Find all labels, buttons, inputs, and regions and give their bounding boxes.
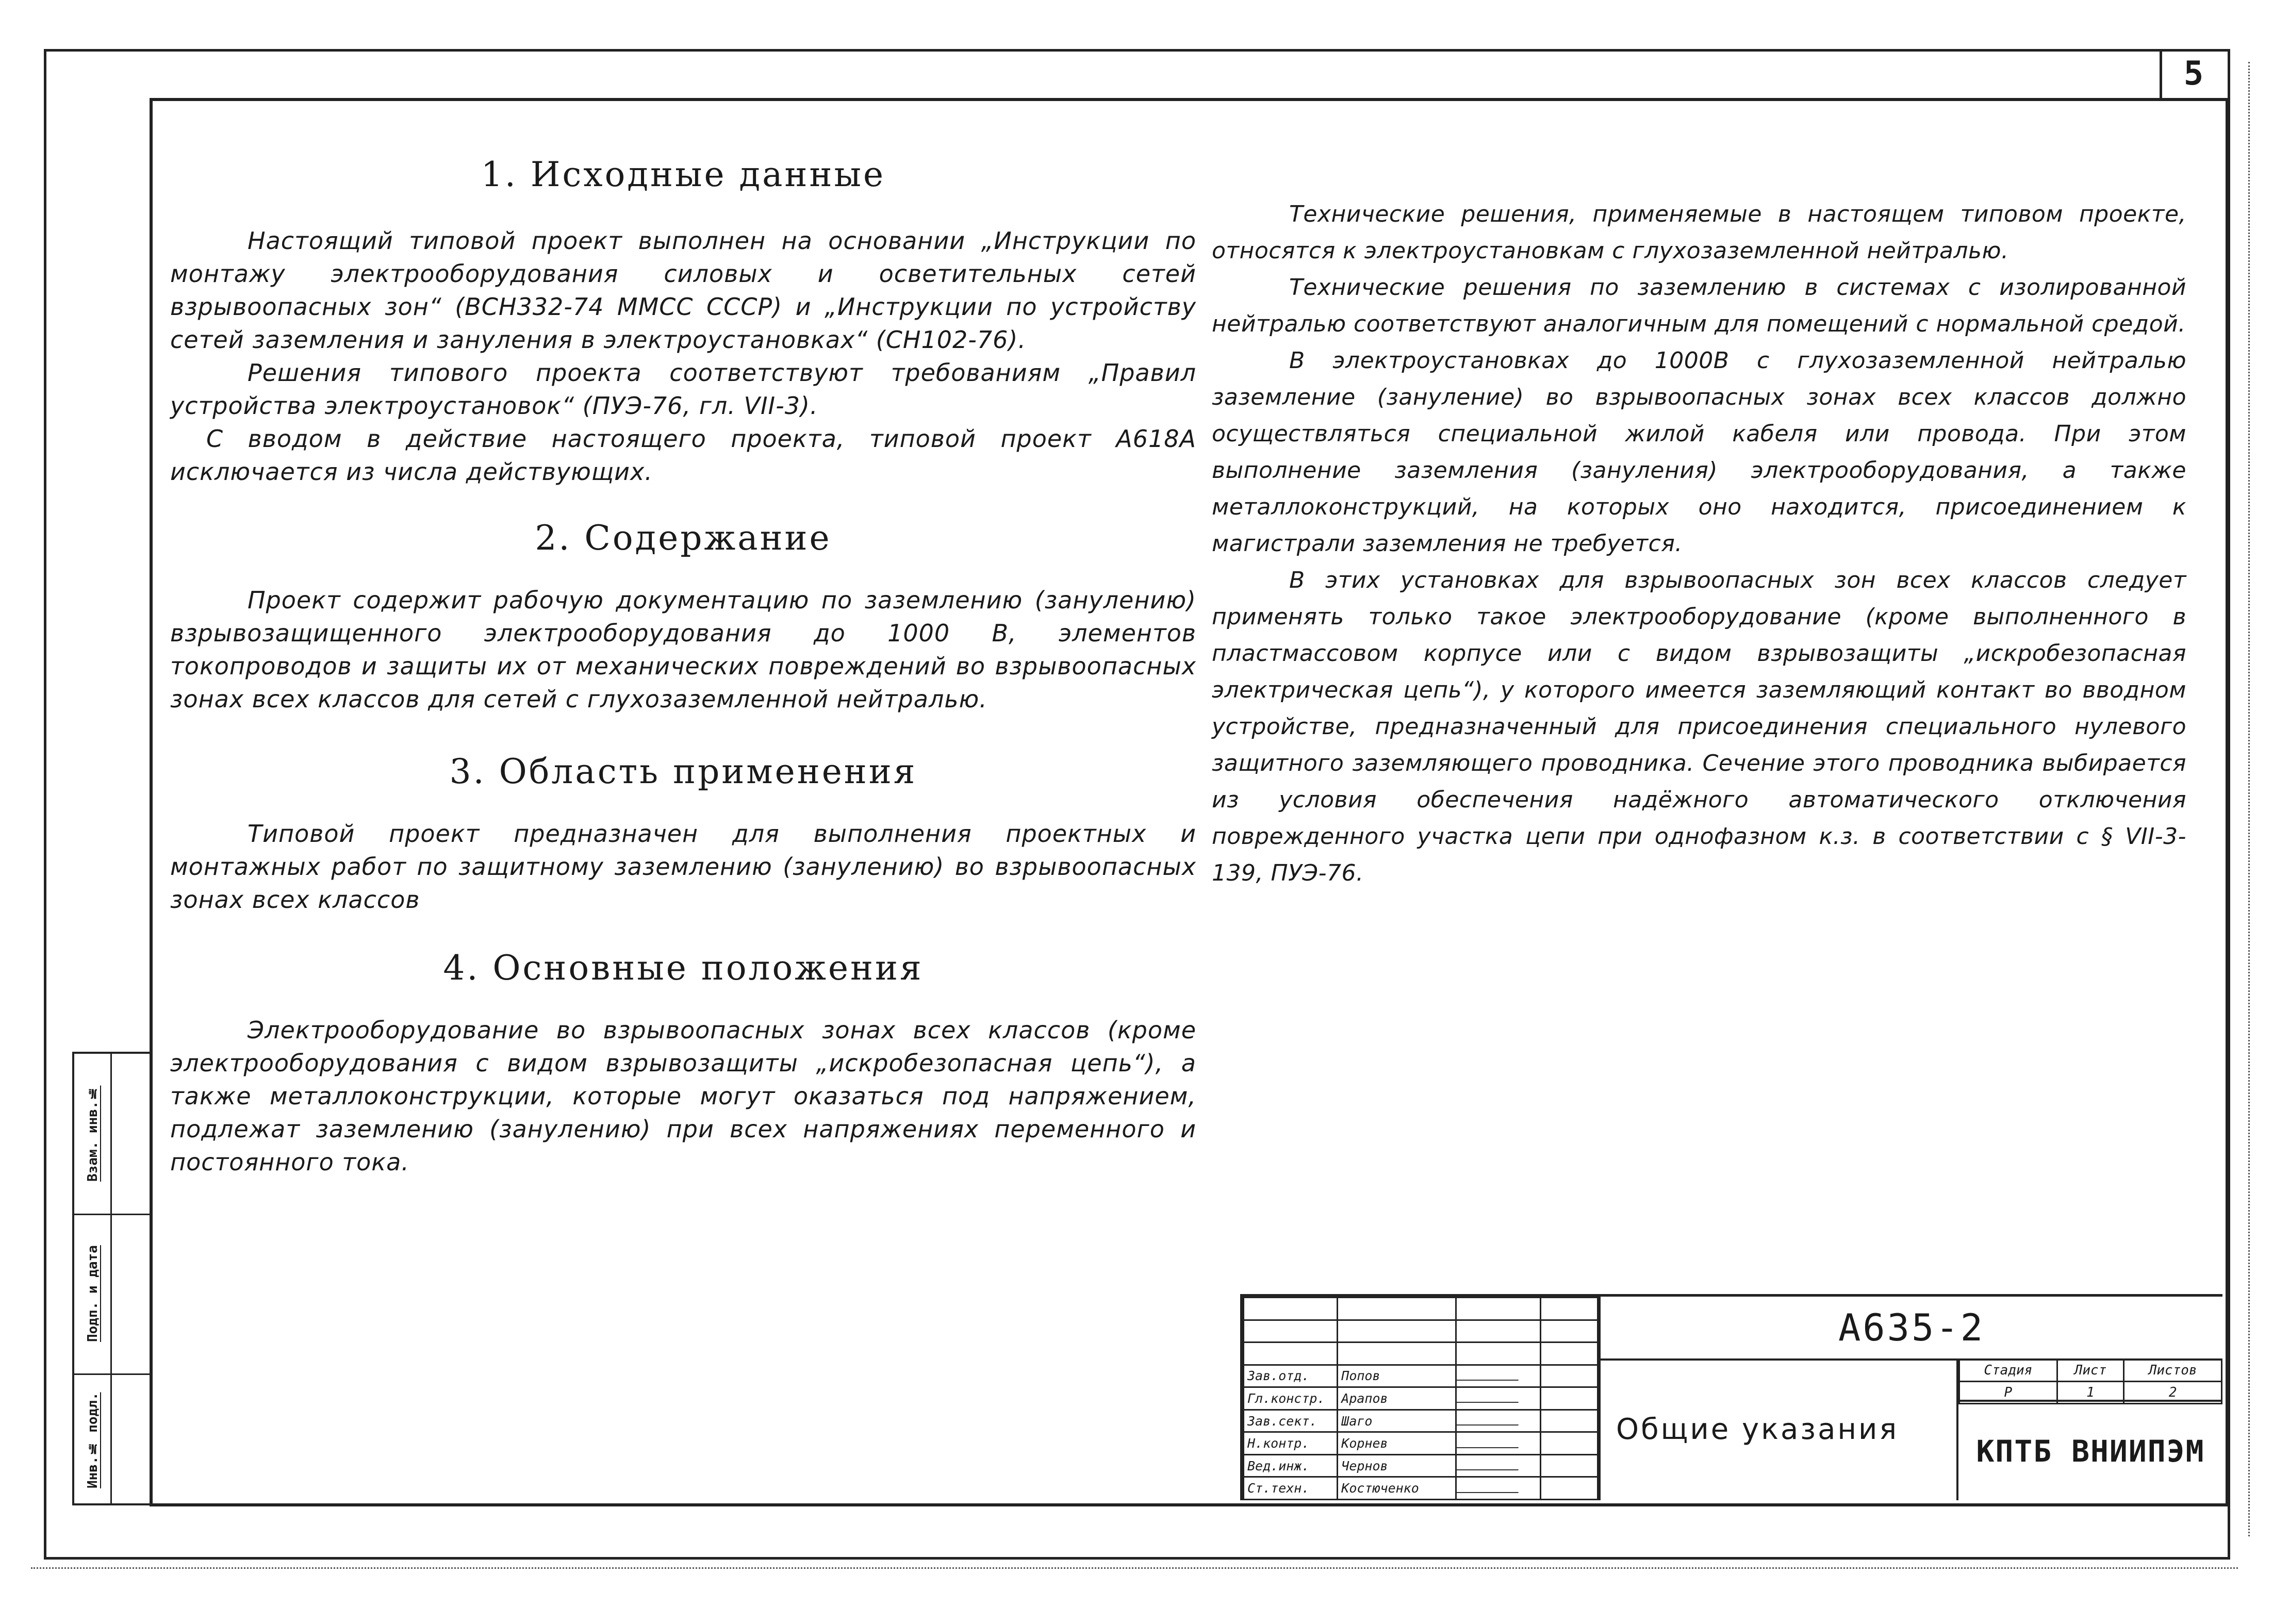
document-name: Общие указания (1616, 1413, 1899, 1446)
para-source-1: Настоящий типовой проект выполнен на основании „Инструкции по монтажу электрооборудования силовых и осветительных сетей взрывоопасных зон“ (ВСН332-74 ММСС СССР) и „Инструкции по устройству сетей заземления и зануления в электроустановках“ (СН102-76). (170, 227, 1196, 354)
signature-name: Костюченко (1338, 1477, 1456, 1500)
signature-role: Зав.сект. (1244, 1410, 1338, 1432)
sheet-value: 1 (2057, 1382, 2124, 1404)
signature-mark (1456, 1365, 1541, 1387)
para-main-provisions: Электрооборудование во взрывоопасных зонах всех классов (кроме электрооборудования с видом взрывозащиты „искробезопасная цепь“), а также металлоконструкции, которые могут оказаться под напряжением, подлежат заземлению (занулению) при всех напряжениях переменного и постоянного тока. (170, 1016, 1196, 1176)
signature-mark (1456, 1432, 1541, 1455)
para-technical-2: Технические решения по заземлению в системах с изолированной нейтралью соответствуют аналогичным для помещений с нормальной средой. (1212, 274, 2186, 337)
signature-name: Попов (1338, 1365, 1456, 1387)
signature-row (1244, 1410, 1598, 1432)
signature-row (1244, 1477, 1598, 1500)
title-block-right (1599, 1297, 2222, 1500)
left-margin-stamp (72, 1052, 150, 1505)
heading-source-data: 1. Исходные данные (481, 155, 886, 194)
para-technical-1: Технические решения, применяемые в настоящем типовом проекте, относятся к электроустановкам с глухозаземленной нейтралью. (1212, 201, 2186, 264)
signature-role: Вед.инж. (1244, 1454, 1338, 1477)
heading-contents: 2. Содержание (535, 518, 832, 558)
title-block (1240, 1294, 2222, 1500)
right-column (1212, 196, 2186, 891)
signature-role: Н.контр. (1244, 1432, 1338, 1455)
para-source-3: С вводом в действие настоящего проекта, типовой проект А618А исключается из числа действующих. (170, 425, 1196, 486)
scan-edge-bottom (31, 1567, 2238, 1569)
scan-edge-right (2248, 62, 2250, 1536)
stage-header: Стадия (1959, 1360, 2057, 1382)
stage-table (1956, 1358, 2222, 1400)
signature-name: Чернов (1338, 1454, 1456, 1477)
para-scope: Типовой проект предназначен для выполнения проектных и монтажных работ по защитному заземлению (занулению) во взрывоопасных зонах всех классов (170, 820, 1196, 914)
sheet-header: Лист (2057, 1360, 2124, 1382)
document-code: А635-2 (1601, 1297, 2222, 1361)
signature-mark (1456, 1410, 1541, 1432)
heading-scope: 3. Область применения (449, 752, 917, 791)
signature-role: Зав.отд. (1244, 1365, 1338, 1387)
signature-table (1243, 1297, 1599, 1500)
signature-name: Корнев (1338, 1432, 1456, 1455)
signature-name: Шаго (1338, 1410, 1456, 1432)
sheets-header: Листов (2124, 1360, 2222, 1382)
para-source-2: Решения типового проекта соответствуют требованиям „Правил устройства электроустановок“ (ПУЭ-76, гл. VII-3). (170, 359, 1196, 420)
signature-role: Гл.констр. (1244, 1387, 1338, 1410)
signature-row (1244, 1365, 1598, 1387)
signature-name: Арапов (1338, 1387, 1456, 1410)
signature-row (1244, 1454, 1598, 1477)
para-technical-3: В электроустановках до 1000В с глухозаземленной нейтралью заземление (зануление) во взрывоопасных зонах всех классов должно осуществляться специальной жилой кабеля или провода. При этом выполнение заземления (зануления) электрооборудования, а также металлоконструкций, на которых оно находится, присоединением к магистрали заземления не требуется. (1212, 347, 2186, 557)
signature-mark (1456, 1454, 1541, 1477)
stamp-sign-label: Подп. и дата (85, 1245, 101, 1342)
signature-row (1244, 1432, 1598, 1455)
sheet-number: 5 (2160, 49, 2225, 101)
sheets-value: 2 (2124, 1382, 2222, 1404)
stamp-replace-label: Взам. инв.№ (85, 1085, 101, 1182)
heading-main-provisions: 4. Основные положения (443, 948, 924, 988)
stage-value: Р (1959, 1382, 2057, 1404)
signature-mark (1456, 1387, 1541, 1410)
stamp-inv-label: Инв.№ подл. (85, 1392, 101, 1489)
left-column (170, 150, 1196, 1179)
organization-name: КПТБ ВНИИПЭМ (1956, 1400, 2222, 1500)
signature-mark (1456, 1477, 1541, 1500)
signature-role: Ст.техн. (1244, 1477, 1338, 1500)
signature-row (1244, 1387, 1598, 1410)
para-technical-4: В этих установках для взрывоопасных зон всех классов следует применять только такое электрооборудование (кроме выполненного в пластмассовом корпусе или с видом взрывозащиты „искробезопасная электрическая цепь“), у которого имеется заземляющий контакт во вводном устройстве, предназначенный для присоединения специального нулевого защитного заземляющего проводника. Сечение этого проводника выбирается из условия обеспечения надёжного автоматического отключения поврежденного участка цепи при однофазном к.з. в соответствии с § VII-3-139, ПУЭ-76. (1212, 567, 2186, 886)
para-contents: Проект содержит рабочую документацию по заземлению (занулению) взрывозащищенного электрооборудования до 1000 В, элементов токопроводов и защиты их от механических повреждений во взрывоопасных зонах всех классов для сетей с глухозаземленной нейтралью. (170, 586, 1196, 713)
